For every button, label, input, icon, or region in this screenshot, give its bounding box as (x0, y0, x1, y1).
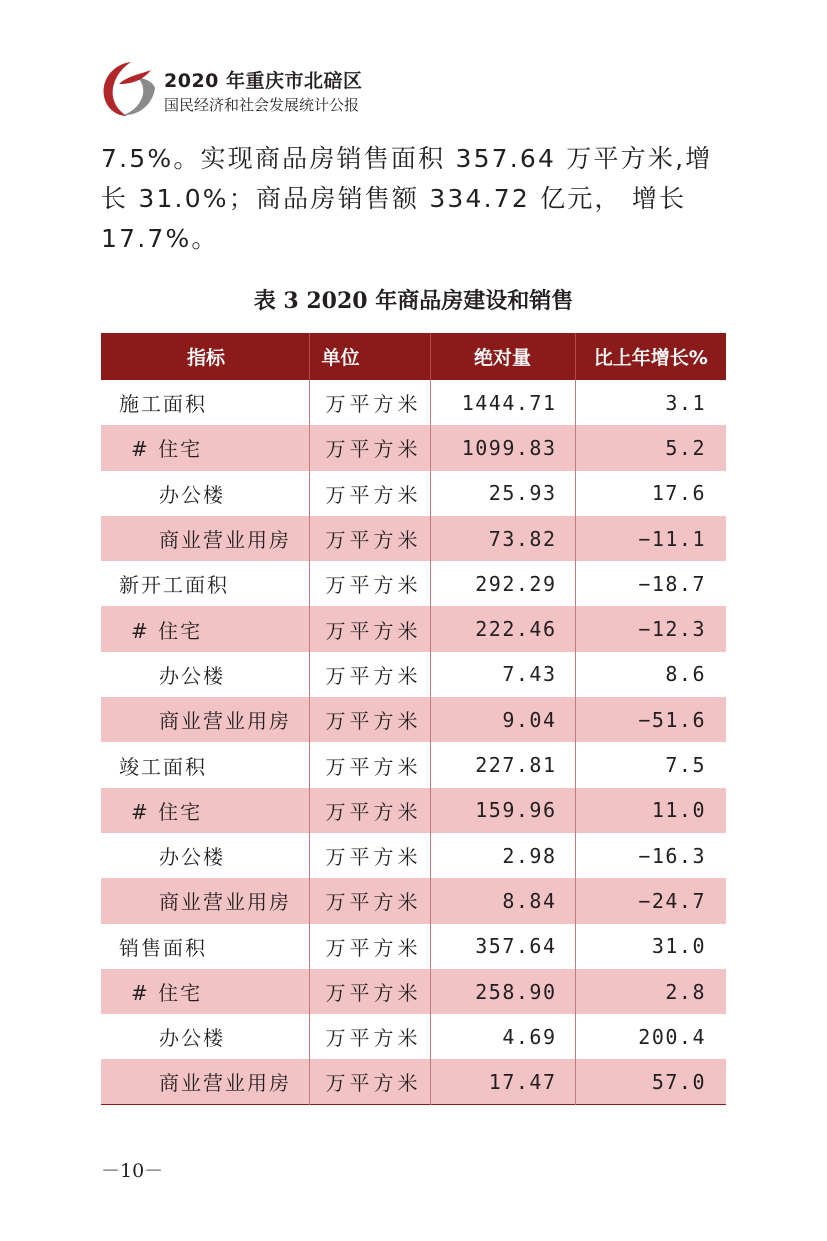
bureau-logo-icon (97, 58, 159, 120)
row-unit: 万平方米 (309, 878, 430, 923)
row-indicator: 商业营业用房 (101, 697, 309, 742)
table-row (101, 652, 726, 697)
table-row (101, 606, 726, 651)
row-indicator: 办公楼 (101, 833, 309, 878)
page-number: －10－ (101, 1160, 164, 1182)
row-indicator: 商业营业用房 (101, 878, 309, 923)
row-growth: 17.6 (651, 481, 706, 506)
row-unit: 万平方米 (309, 471, 430, 516)
column-header-unit: 单位 (309, 333, 430, 380)
row-indicator: # 住宅 (101, 969, 309, 1014)
row-indicator: 商业营业用房 (101, 1059, 309, 1104)
row-unit: 万平方米 (309, 1059, 430, 1104)
row-indicator: 新开工面积 (101, 561, 309, 606)
table-row (101, 878, 726, 923)
row-value: 17.47 (430, 1059, 575, 1104)
table-row (101, 742, 726, 787)
row-indicator: 销售面积 (101, 924, 309, 969)
table-row (101, 380, 726, 425)
row-unit: 万平方米 (309, 924, 430, 969)
row-unit: 万平方米 (309, 742, 430, 787)
real-estate-table (101, 333, 726, 1105)
row-value: 25.93 (430, 471, 575, 516)
table-row (101, 425, 726, 470)
report-header (97, 58, 417, 120)
row-growth: 3.1 (665, 390, 706, 415)
row-growth: −18.7 (638, 571, 706, 596)
row-unit: 万平方米 (309, 697, 430, 742)
table-row (101, 516, 726, 561)
row-value: 73.82 (430, 516, 575, 561)
table-row (101, 697, 726, 742)
row-growth: −12.3 (638, 617, 706, 642)
column-header-indicator: 指标 (101, 333, 309, 380)
table-row (101, 1014, 726, 1059)
row-value: 8.84 (430, 878, 575, 923)
column-header-absolute: 绝对量 (430, 333, 575, 380)
row-indicator: 竣工面积 (101, 742, 309, 787)
row-indicator: 办公楼 (101, 1014, 309, 1059)
table-row (101, 471, 726, 516)
row-growth: −11.1 (638, 526, 706, 551)
row-indicator: # 住宅 (101, 788, 309, 833)
row-growth: 57.0 (651, 1069, 706, 1094)
row-growth: −16.3 (638, 843, 706, 868)
row-unit: 万平方米 (309, 969, 430, 1014)
table-row (101, 833, 726, 878)
row-unit: 万平方米 (309, 425, 430, 470)
row-growth: 200.4 (638, 1024, 706, 1049)
row-growth: 8.6 (665, 662, 706, 687)
row-indicator: 办公楼 (101, 652, 309, 697)
row-value: 227.81 (430, 742, 575, 787)
row-growth: 31.0 (651, 934, 706, 959)
table-row (101, 788, 726, 833)
header-title: 2020 年重庆市北碚区 (164, 70, 363, 92)
row-value: 222.46 (430, 606, 575, 651)
row-value: 159.96 (430, 788, 575, 833)
row-unit: 万平方米 (309, 380, 430, 425)
row-growth: 5.2 (665, 435, 706, 460)
row-growth: 7.5 (665, 753, 706, 778)
row-value: 9.04 (430, 697, 575, 742)
table-header-row (101, 333, 726, 380)
row-unit: 万平方米 (309, 606, 430, 651)
row-value: 357.64 (430, 924, 575, 969)
row-value: 1099.83 (430, 425, 575, 470)
row-indicator: # 住宅 (101, 606, 309, 651)
body-paragraph (101, 139, 727, 259)
row-unit: 万平方米 (309, 516, 430, 561)
header-subtitle: 国民经济和社会发展统计公报 (164, 96, 360, 114)
row-value: 2.98 (430, 833, 575, 878)
row-indicator: 施工面积 (101, 380, 309, 425)
paragraph-line: 7.5%。实现商品房销售面积 357.64 万平方米,增 (101, 144, 713, 173)
row-unit: 万平方米 (309, 561, 430, 606)
row-value: 4.69 (430, 1014, 575, 1059)
row-growth: −24.7 (638, 888, 706, 913)
row-value: 258.90 (430, 969, 575, 1014)
paragraph-line: 长 31.0%；商品房销售额 334.72 亿元， 增长 (101, 184, 687, 213)
table-row (101, 561, 726, 606)
row-growth: 11.0 (651, 798, 706, 823)
row-value: 292.29 (430, 561, 575, 606)
row-value: 1444.71 (430, 380, 575, 425)
row-value: 7.43 (430, 652, 575, 697)
row-unit: 万平方米 (309, 1014, 430, 1059)
row-unit: 万平方米 (309, 788, 430, 833)
column-header-growth: 比上年增长% (593, 347, 708, 369)
table-row (101, 924, 726, 969)
row-unit: 万平方米 (309, 833, 430, 878)
row-unit: 万平方米 (309, 652, 430, 697)
row-indicator: 办公楼 (101, 471, 309, 516)
row-indicator: 商业营业用房 (101, 516, 309, 561)
table-caption: 表 3 2020 年商品房建设和销售 (253, 288, 574, 314)
row-growth: −51.6 (638, 707, 706, 732)
row-growth: 2.8 (665, 979, 706, 1004)
table-row (101, 969, 726, 1014)
row-indicator: # 住宅 (101, 425, 309, 470)
table-row (101, 1059, 726, 1104)
paragraph-line: 17.7%。 (101, 224, 219, 253)
